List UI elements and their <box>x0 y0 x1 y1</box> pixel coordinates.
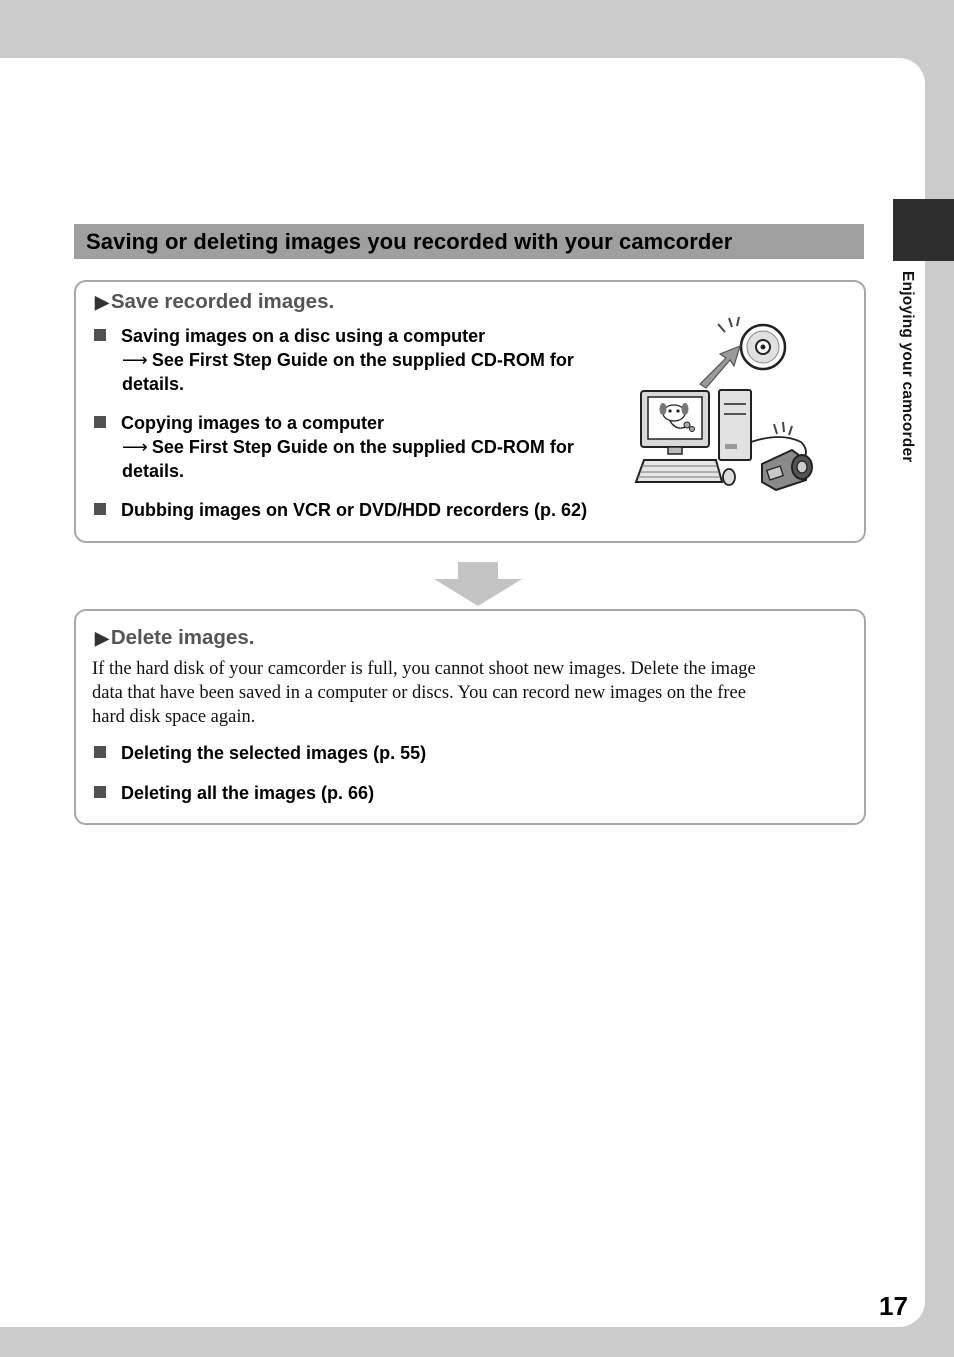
item-reference: See First Step Guide on the supplied CD-ROM for <box>151 437 574 457</box>
square-bullet-icon <box>94 329 106 341</box>
computer-tower-icon <box>719 390 751 460</box>
item-reference-cont: details. <box>122 461 185 481</box>
square-bullet-icon <box>94 746 106 758</box>
square-bullet-icon <box>94 503 106 515</box>
sparkle-icon <box>718 317 739 332</box>
save-heading <box>95 290 334 314</box>
transfer-arrow-icon <box>700 346 740 388</box>
item-title: Saving images on a disc using a computer <box>121 326 486 346</box>
delete-heading-text: Delete images. <box>110 626 255 649</box>
page-number: 17 <box>879 1291 908 1321</box>
square-bullet-icon <box>94 786 106 798</box>
mouse-icon <box>723 469 735 485</box>
side-tab-label: Enjoying your camcorder <box>899 271 916 463</box>
disc-icon <box>741 325 785 369</box>
list-item <box>94 741 426 765</box>
triangle-right-icon: ▶ <box>95 292 109 312</box>
delete-description <box>92 657 852 729</box>
delete-images-box <box>74 609 866 825</box>
sparkle-icon <box>774 422 792 435</box>
triangle-right-icon: ▶ <box>95 628 109 648</box>
list-item <box>94 781 374 805</box>
square-bullet-icon <box>94 416 106 428</box>
delete-heading <box>95 626 254 650</box>
item-title: Copying images to a computer <box>121 413 385 433</box>
description-line: data that have been saved in a computer or discs. You can record new images on the free <box>92 683 746 703</box>
section-header <box>74 224 864 259</box>
item-reference: See First Step Guide on the supplied CD-ROM for <box>151 350 574 370</box>
camcorder-icon <box>762 450 812 490</box>
keyboard-icon <box>636 460 722 482</box>
save-heading-text: Save recorded images. <box>110 290 335 313</box>
computer-monitor-icon <box>641 391 709 454</box>
item-title: Deleting the selected images (p. 55) <box>121 743 427 763</box>
computer-camcorder-disc-illustration <box>630 314 820 494</box>
list-item <box>94 411 574 483</box>
description-line: hard disk space again. <box>92 707 256 727</box>
side-tab-marker <box>893 199 954 261</box>
item-title: Deleting all the images (p. 66) <box>121 783 375 803</box>
down-arrow-icon <box>432 562 524 608</box>
item-title: Dubbing images on VCR or DVD/HDD recorders (p. 62) <box>121 500 588 520</box>
list-item <box>94 498 587 522</box>
item-reference-cont: details. <box>122 374 185 394</box>
list-item <box>94 324 574 396</box>
right-arrow-icon: ⟶ <box>122 437 148 457</box>
description-line: If the hard disk of your camcorder is full, you cannot shoot new images. Delete the image <box>92 659 756 679</box>
section-title: Saving or deleting images you recorded with your camcorder <box>86 229 733 254</box>
right-arrow-icon: ⟶ <box>122 350 148 370</box>
